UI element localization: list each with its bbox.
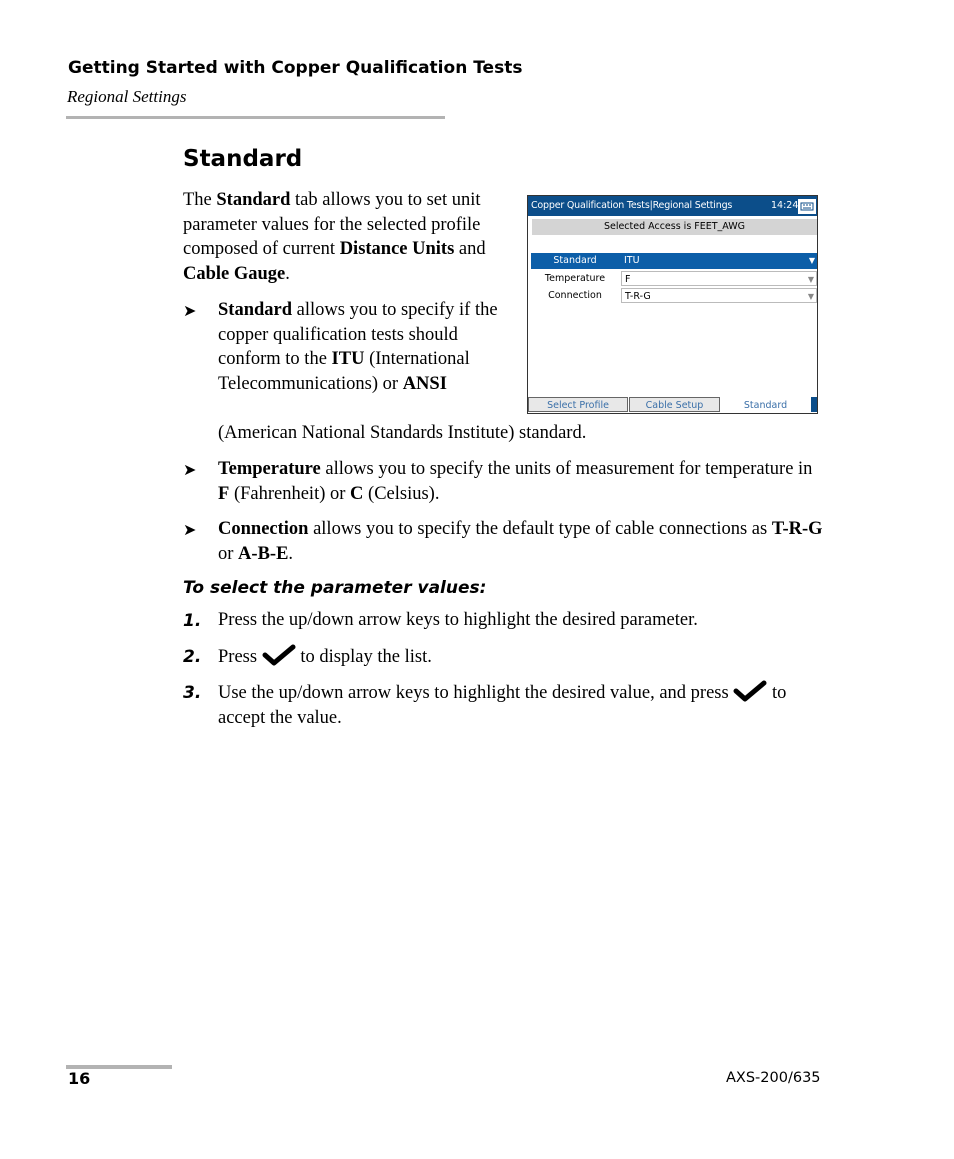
screenshot-titlebar	[528, 196, 817, 216]
bullet-standard: Standard allows you to specify if the copper qualification tests should conform to the ITU (International Telecommunications) or ANSI	[218, 300, 498, 395]
screenshot-tab-bar	[528, 397, 817, 413]
connection-row[interactable]	[531, 288, 817, 304]
intro-paragraph: The Standard tab allows you to set unit parameter values for the selected profile composed of current Distance Units and Cable Gauge.	[183, 190, 486, 285]
section-subtitle: Regional Settings	[67, 87, 187, 106]
regional-settings-screenshot	[527, 195, 818, 414]
tab-cable-setup[interactable]: Cable Setup	[629, 397, 720, 412]
tab-standard[interactable]: Standard	[721, 397, 810, 412]
dropdown-arrow-icon[interactable]: ▼	[807, 292, 814, 301]
step-1: Press the up/down arrow keys to highlight the desired parameter.	[218, 610, 698, 630]
step-3: Use the up/down arrow keys to highlight the desired value, and press to accept the value.	[218, 680, 818, 730]
connection-label: Connection	[548, 290, 602, 301]
bullet-marker: ➤	[183, 462, 197, 479]
header-divider	[66, 116, 445, 119]
procedure-title: To select the parameter values:	[183, 578, 487, 598]
bullet-marker: ➤	[183, 303, 197, 320]
bullet-marker: ➤	[183, 522, 197, 539]
temperature-select[interactable]: F ▼	[621, 271, 817, 286]
step-number: 1.	[183, 611, 202, 631]
dropdown-arrow-icon[interactable]: ▼	[807, 275, 814, 284]
standard-row[interactable]	[531, 253, 817, 269]
standard-select[interactable]: ITU ▼	[624, 255, 815, 266]
step-number: 3.	[183, 683, 202, 703]
page-number: 16	[68, 1069, 91, 1088]
selected-access-message: Selected Access is FEET_AWG	[532, 219, 817, 235]
temperature-row[interactable]	[531, 271, 817, 287]
chapter-title: Getting Started with Copper Qualification Tests	[68, 58, 523, 78]
screenshot-title: Copper Qualification Tests|Regional Settings	[531, 200, 733, 211]
step-2: Press to display the list.	[218, 644, 818, 670]
section-heading: Standard	[183, 146, 303, 172]
bullet-connection: Connection allows you to specify the default type of cable connections as T-R-G or A-B-E.	[218, 519, 823, 564]
connection-select[interactable]: T-R-G ▼	[621, 288, 817, 303]
checkmark-icon	[262, 644, 296, 666]
tab-scroll-right-icon[interactable]	[811, 397, 817, 412]
bullet-standard-continued: (American National Standards Institute) standard.	[218, 423, 587, 443]
temperature-label: Temperature	[544, 273, 606, 284]
keyboard-icon[interactable]	[798, 199, 816, 214]
document-id: AXS-200/635	[726, 1070, 821, 1086]
bullet-temperature: Temperature allows you to specify the units of measurement for temperature in F (Fahrenheit) or C (Celsius).	[218, 459, 813, 504]
dropdown-arrow-icon[interactable]: ▼	[808, 256, 815, 265]
step-number: 2.	[183, 647, 202, 667]
checkmark-icon	[733, 680, 767, 702]
standard-label: Standard	[553, 255, 597, 266]
screenshot-clock: 14:24	[771, 200, 799, 211]
tab-select-profile[interactable]: Select Profile	[528, 397, 628, 412]
